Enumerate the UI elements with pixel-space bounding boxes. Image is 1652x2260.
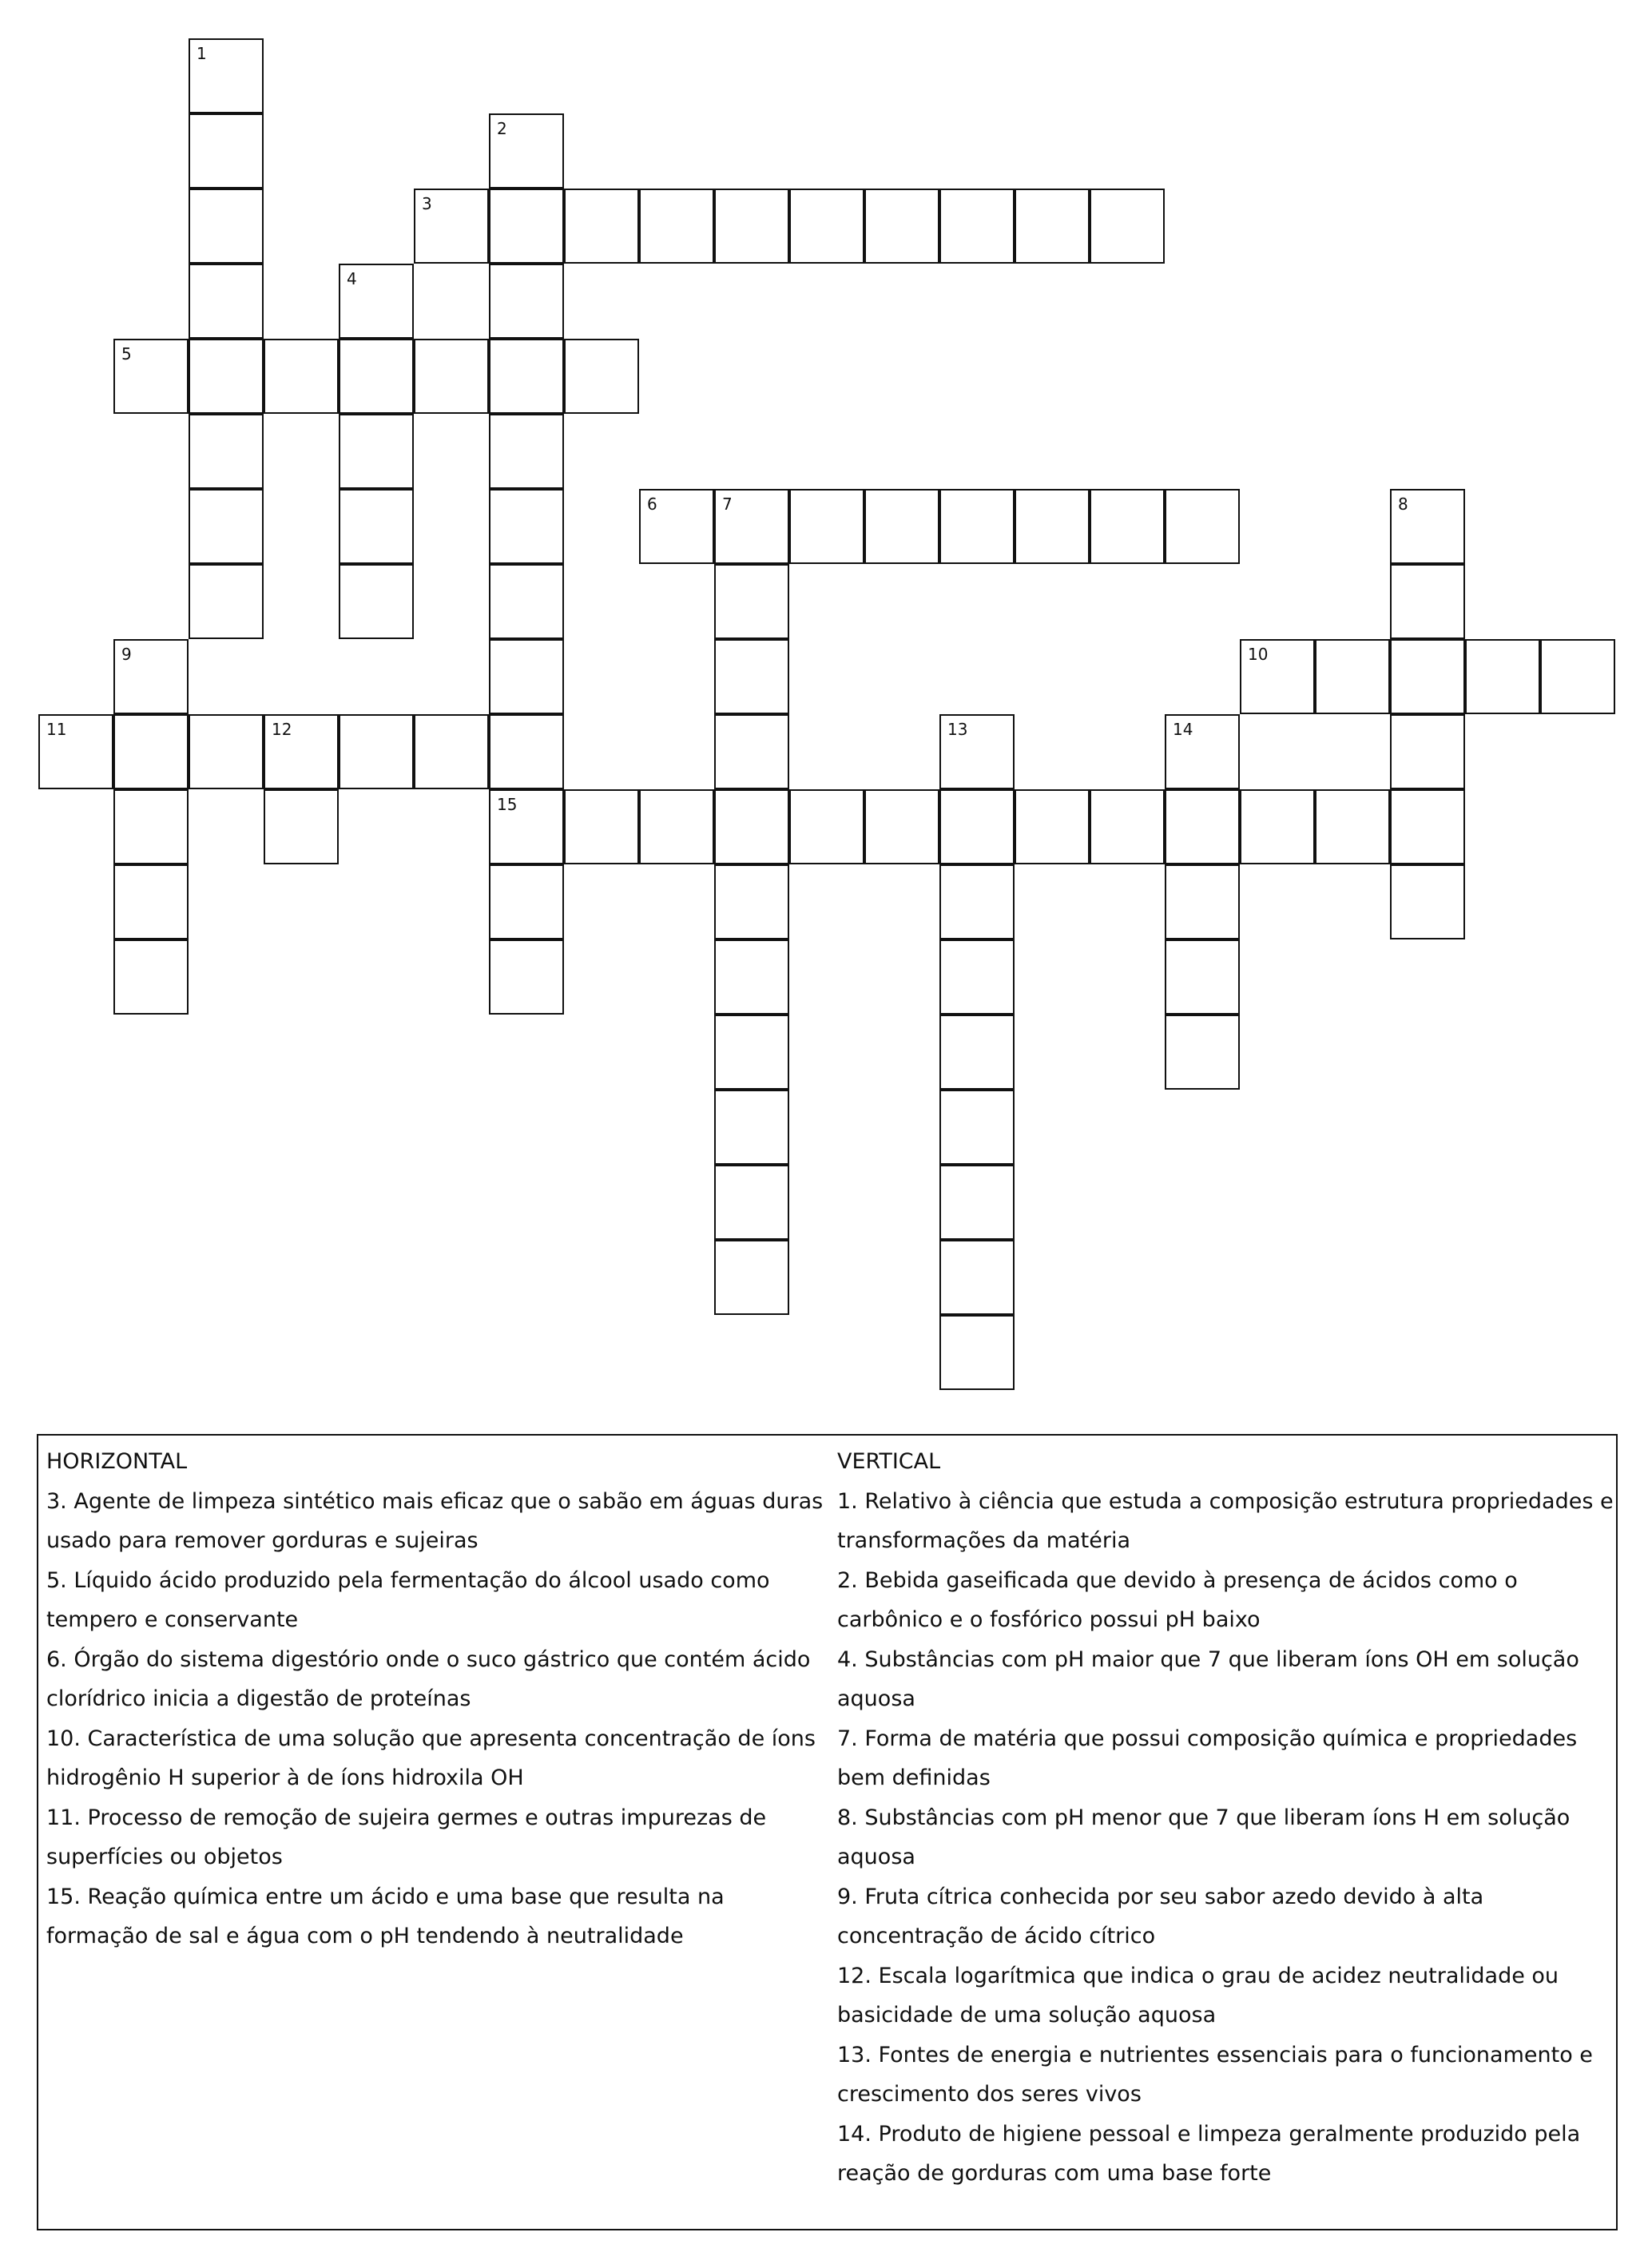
grid-cell[interactable]	[414, 189, 489, 264]
grid-cell[interactable]	[1240, 639, 1315, 714]
grid-cell[interactable]	[1165, 864, 1240, 939]
grid-cell[interactable]	[714, 939, 789, 1015]
clues-box	[37, 1434, 1618, 2230]
grid-cell[interactable]	[939, 1090, 1015, 1165]
grid-cell[interactable]	[264, 789, 339, 864]
clue-horizontal-5: 5. Líquido ácido produzido pela fermentação do álcool usado como tempero e conservante	[46, 1567, 770, 1632]
grid-cell[interactable]	[489, 339, 564, 414]
grid-cell[interactable]	[939, 864, 1015, 939]
grid-cell[interactable]	[1015, 789, 1090, 864]
grid-cell[interactable]	[1390, 639, 1465, 714]
grid-cell[interactable]	[1390, 789, 1465, 864]
grid-cell[interactable]	[1390, 864, 1465, 939]
grid-cell[interactable]	[1390, 564, 1465, 639]
clue-number: 9	[121, 645, 132, 664]
grid-cell[interactable]	[189, 714, 264, 789]
grid-cell[interactable]	[939, 1315, 1015, 1390]
grid-cell[interactable]	[939, 939, 1015, 1015]
grid-cell[interactable]	[489, 113, 564, 189]
grid-cell[interactable]	[939, 789, 1015, 864]
grid-cell[interactable]	[714, 639, 789, 714]
clue-number: 8	[1398, 494, 1408, 514]
clue-number: 13	[947, 720, 968, 739]
grid-cell[interactable]	[1165, 714, 1240, 789]
grid-cell[interactable]	[339, 339, 414, 414]
clue-vertical-9: 9. Fruta cítrica conhecida por seu sabor azedo devido à alta concentração de ácido cítrico	[837, 1884, 1484, 1948]
grid-cell[interactable]	[1390, 489, 1465, 564]
grid-cell[interactable]	[339, 564, 414, 639]
grid-cell[interactable]	[1465, 639, 1540, 714]
clue-horizontal-15: 15. Reação química entre um ácido e uma base que resulta na formação de sal e água com o pH tendendo à neutralidade	[46, 1884, 725, 1948]
clue-number: 1	[197, 44, 207, 63]
clue-vertical-12: 12. Escala logarítmica que indica o grau de acidez neutralidade ou basicidade de uma solução aquosa	[837, 1963, 1559, 2028]
grid-cell[interactable]	[1165, 789, 1240, 864]
grid-cell[interactable]	[489, 414, 564, 489]
clue-number: 7	[722, 494, 733, 514]
grid-cell[interactable]	[789, 789, 864, 864]
grid-cell[interactable]	[489, 789, 564, 864]
grid-cell[interactable]	[1015, 489, 1090, 564]
grid-cell[interactable]	[113, 714, 189, 789]
grid-cell[interactable]	[714, 1090, 789, 1165]
clue-number: 2	[497, 119, 507, 138]
grid-cell[interactable]	[564, 189, 639, 264]
grid-cell[interactable]	[1165, 1015, 1240, 1090]
grid-cell[interactable]	[414, 714, 489, 789]
clue-number: 5	[121, 344, 132, 363]
clue-horizontal-6: 6. Órgão do sistema digestório onde o suco gástrico que contém ácido clorídrico inicia a digestão de proteínas	[46, 1646, 811, 1711]
grid-cell[interactable]	[864, 489, 939, 564]
clue-number: 14	[1173, 720, 1193, 739]
grid-cell[interactable]	[714, 714, 789, 789]
grid-cell[interactable]	[1165, 489, 1240, 564]
grid-cell[interactable]	[264, 339, 339, 414]
grid-cell[interactable]	[639, 189, 714, 264]
grid-cell[interactable]	[939, 489, 1015, 564]
clue-horizontal-3: 3. Agente de limpeza sintético mais eficaz que o sabão em águas duras usado para remover gorduras e sujeiras	[46, 1488, 824, 1553]
horizontal-title: HORIZONTAL	[46, 1449, 188, 1474]
grid-cell[interactable]	[714, 1165, 789, 1240]
clue-vertical-8: 8. Substâncias com pH menor que 7 que liberam íons H em solução aquosa	[837, 1805, 1571, 1869]
vertical-clues-column	[837, 1442, 1616, 2194]
grid-cell[interactable]	[1240, 789, 1315, 864]
grid-cell[interactable]	[1090, 189, 1165, 264]
grid-cell[interactable]	[264, 714, 339, 789]
grid-cell[interactable]	[189, 339, 264, 414]
grid-cell[interactable]	[714, 864, 789, 939]
clue-number: 15	[497, 795, 518, 814]
clue-number: 10	[1248, 645, 1269, 664]
grid-cell[interactable]	[113, 639, 189, 714]
clue-vertical-4: 4. Substâncias com pH maior que 7 que liberam íons OH em solução aquosa	[837, 1646, 1579, 1711]
grid-cell[interactable]	[113, 864, 189, 939]
clue-vertical-2: 2. Bebida gaseificada que devido à presença de ácidos como o carbônico e o fosfórico possui pH baixo	[837, 1567, 1518, 1632]
grid-cell[interactable]	[1390, 714, 1465, 789]
grid-cell[interactable]	[564, 339, 639, 414]
grid-cell[interactable]	[714, 189, 789, 264]
vertical-title: VERTICAL	[837, 1449, 941, 1474]
clue-vertical-13: 13. Fontes de energia e nutrientes essenciais para o funcionamento e crescimento dos seres vivos	[837, 2042, 1593, 2107]
grid-cell[interactable]	[639, 489, 714, 564]
grid-cell[interactable]	[639, 789, 714, 864]
grid-cell[interactable]	[489, 489, 564, 564]
grid-cell[interactable]	[1165, 939, 1240, 1015]
clue-vertical-14: 14. Produto de higiene pessoal e limpeza geralmente produzido pela reação de gorduras com uma base forte	[837, 2121, 1581, 2186]
clue-number: 6	[647, 494, 657, 514]
grid-cell[interactable]	[939, 1165, 1015, 1240]
clue-number: 12	[272, 720, 292, 739]
grid-cell[interactable]	[339, 714, 414, 789]
grid-cell[interactable]	[939, 1240, 1015, 1315]
grid-cell[interactable]	[489, 264, 564, 339]
grid-cell[interactable]	[339, 414, 414, 489]
clue-number: 3	[422, 194, 432, 213]
grid-cell[interactable]	[489, 189, 564, 264]
grid-cell[interactable]	[189, 264, 264, 339]
grid-cell[interactable]	[1315, 789, 1390, 864]
grid-cell[interactable]	[113, 939, 189, 1015]
clue-vertical-1: 1. Relativo à ciência que estuda a composição estrutura propriedades e transformações da matéria	[837, 1488, 1614, 1553]
grid-cell[interactable]	[38, 714, 113, 789]
grid-cell[interactable]	[864, 189, 939, 264]
grid-cell[interactable]	[489, 864, 564, 939]
clue-vertical-7: 7. Forma de matéria que possui composição química e propriedades bem definidas	[837, 1726, 1578, 1790]
grid-cell[interactable]	[489, 639, 564, 714]
grid-cell[interactable]	[939, 1015, 1015, 1090]
grid-cell[interactable]	[714, 1015, 789, 1090]
clue-number: 4	[347, 269, 357, 288]
grid-cell[interactable]	[189, 113, 264, 189]
horizontal-clues-column	[46, 1442, 829, 1956]
grid-cell[interactable]	[789, 189, 864, 264]
clue-horizontal-10: 10. Característica de uma solução que apresenta concentração de íons hidrogênio H superior à de íons hidroxila OH	[46, 1726, 816, 1790]
grid-cell[interactable]	[1090, 489, 1165, 564]
grid-cell[interactable]	[864, 789, 939, 864]
grid-cell[interactable]	[714, 1240, 789, 1315]
grid-cell[interactable]	[939, 714, 1015, 789]
grid-cell[interactable]	[189, 564, 264, 639]
grid-cell[interactable]	[564, 789, 639, 864]
clue-horizontal-11: 11. Processo de remoção de sujeira germes e outras impurezas de superfícies ou objetos	[46, 1805, 767, 1869]
grid-cell[interactable]	[189, 189, 264, 264]
grid-cell[interactable]	[489, 939, 564, 1015]
grid-cell[interactable]	[1315, 639, 1390, 714]
grid-cell[interactable]	[189, 38, 264, 113]
grid-cell[interactable]	[939, 189, 1015, 264]
grid-cell[interactable]	[189, 489, 264, 564]
grid-cell[interactable]	[714, 489, 789, 564]
grid-cell[interactable]	[489, 564, 564, 639]
grid-cell[interactable]	[1090, 789, 1165, 864]
grid-cell[interactable]	[339, 489, 414, 564]
grid-cell[interactable]	[113, 339, 189, 414]
grid-cell[interactable]	[414, 339, 489, 414]
grid-cell[interactable]	[339, 264, 414, 339]
grid-cell[interactable]	[189, 414, 264, 489]
grid-cell[interactable]	[113, 789, 189, 864]
clue-number: 11	[46, 720, 67, 739]
grid-cell[interactable]	[1015, 189, 1090, 264]
grid-cell[interactable]	[489, 714, 564, 789]
grid-cell[interactable]	[714, 564, 789, 639]
grid-cell[interactable]	[714, 789, 789, 864]
grid-cell[interactable]	[1540, 639, 1615, 714]
grid-cell[interactable]	[789, 489, 864, 564]
